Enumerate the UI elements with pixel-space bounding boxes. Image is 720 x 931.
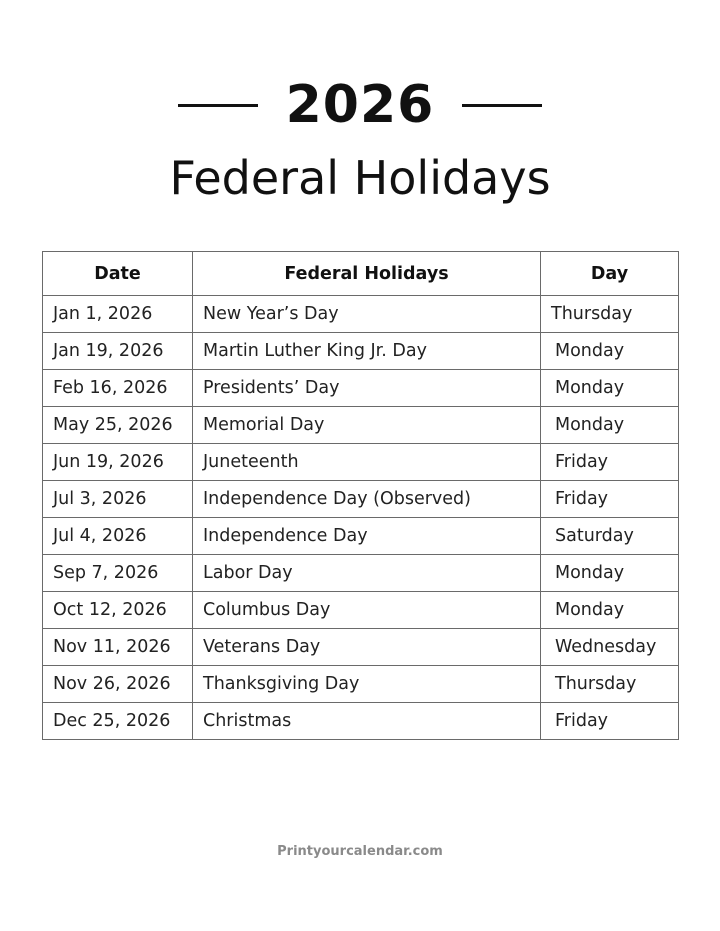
cell-holiday: Juneteenth	[193, 444, 541, 481]
table-row	[43, 703, 679, 740]
year-heading	[0, 72, 720, 138]
table-row	[43, 592, 679, 629]
cell-date: Sep 7, 2026	[43, 555, 193, 592]
cell-holiday: New Year’s Day	[193, 296, 541, 333]
cell-day: Monday	[541, 407, 679, 444]
cell-date: Dec 25, 2026	[43, 703, 193, 740]
table-row	[43, 370, 679, 407]
table-row	[43, 666, 679, 703]
left-rule	[178, 104, 258, 107]
cell-day: Thursday	[541, 296, 679, 333]
cell-holiday: Columbus Day	[193, 592, 541, 629]
cell-date: Jun 19, 2026	[43, 444, 193, 481]
column-header-date: Date	[43, 252, 193, 296]
cell-day: Friday	[541, 481, 679, 518]
column-header-day: Day	[541, 252, 679, 296]
cell-holiday: Independence Day	[193, 518, 541, 555]
cell-date: Jan 19, 2026	[43, 333, 193, 370]
cell-day: Monday	[541, 555, 679, 592]
cell-day: Monday	[541, 592, 679, 629]
cell-holiday: Memorial Day	[193, 407, 541, 444]
year-label: 2026	[285, 75, 435, 135]
cell-holiday: Labor Day	[193, 555, 541, 592]
cell-holiday: Martin Luther King Jr. Day	[193, 333, 541, 370]
cell-day: Thursday	[541, 666, 679, 703]
cell-holiday: Christmas	[193, 703, 541, 740]
table-row	[43, 444, 679, 481]
table-row	[43, 481, 679, 518]
page-title: Federal Holidays	[169, 151, 551, 205]
cell-day: Friday	[541, 703, 679, 740]
cell-holiday: Veterans Day	[193, 629, 541, 666]
cell-date: Jul 3, 2026	[43, 481, 193, 518]
cell-date: May 25, 2026	[43, 407, 193, 444]
cell-date: Nov 26, 2026	[43, 666, 193, 703]
table-row	[43, 555, 679, 592]
cell-date: Feb 16, 2026	[43, 370, 193, 407]
table-row	[43, 296, 679, 333]
cell-day: Monday	[541, 333, 679, 370]
cell-day: Friday	[541, 444, 679, 481]
source-credit: Printyourcalendar.com	[277, 844, 443, 859]
cell-holiday: Thanksgiving Day	[193, 666, 541, 703]
holidays-table	[42, 251, 679, 740]
cell-holiday: Independence Day (Observed)	[193, 481, 541, 518]
table-row	[43, 407, 679, 444]
cell-holiday: Presidents’ Day	[193, 370, 541, 407]
cell-day: Wednesday	[541, 629, 679, 666]
column-header-holiday: Federal Holidays	[193, 252, 541, 296]
cell-date: Jan 1, 2026	[43, 296, 193, 333]
table-row	[43, 629, 679, 666]
table-row	[43, 518, 679, 555]
table-row	[43, 333, 679, 370]
table-header-row	[43, 252, 679, 296]
cell-date: Jul 4, 2026	[43, 518, 193, 555]
cell-day: Monday	[541, 370, 679, 407]
cell-date: Oct 12, 2026	[43, 592, 193, 629]
right-rule	[462, 104, 542, 107]
cell-date: Nov 11, 2026	[43, 629, 193, 666]
cell-day: Saturday	[541, 518, 679, 555]
